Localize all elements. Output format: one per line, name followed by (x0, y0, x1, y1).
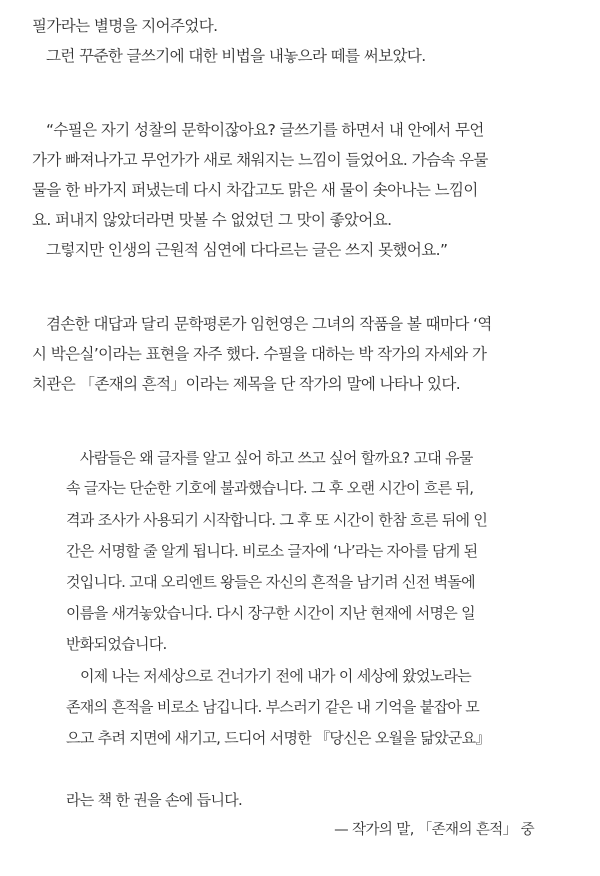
excerpt-line: 사람들은 왜 글자를 알고 싶어 하고 쓰고 싶어 할까요? 고대 유물 (80, 449, 473, 467)
interview-quote-line: 가가 빠져나가고 무언가가 새로 채워지는 느낌이 들었어요. 가슴속 우물 (32, 151, 488, 169)
interview-quote-line: “수필은 자기 성찰의 문학이잖아요? 글쓰기를 하면서 내 안에서 무언 (46, 121, 484, 139)
commentary-line: 겸손한 대답과 달리 문학평론가 임헌영은 그녀의 작품을 볼 때마다 ‘역 (46, 315, 492, 333)
excerpt-line: 격과 조사가 사용되기 시작합니다. 그 후 또 시간이 한참 흐른 뒤에 인 (66, 511, 488, 529)
excerpt-line: 것입니다. 고대 오리엔트 왕들은 자신의 흔적을 남기려 신전 벽돌에 (66, 573, 475, 591)
interview-quote-line: 요. 퍼내지 않았더라면 맛볼 수 없었던 그 맛이 좋았어요. (32, 211, 392, 229)
excerpt-line: 존재의 흔적을 비로소 남깁니다. 부스러기 같은 내 기억을 붙잡아 모 (66, 698, 480, 716)
excerpt-line: 간은 서명할 줄 알게 됩니다. 비로소 글자에 ‘나’라는 자아를 담게 된 (66, 542, 478, 560)
interview-quote-line: 그렇지만 인생의 근원적 심연에 다다르는 글은 쓰지 못했어요.” (46, 241, 448, 259)
commentary-line: 치관은 「존재의 흔적」이라는 제목을 단 작가의 말에 나타나 있다. (32, 375, 461, 393)
excerpt-line: 속 글자는 단순한 기호에 불과했습니다. 그 후 오랜 시간이 흐른 뒤, (66, 479, 474, 497)
excerpt-line: 이름을 새겨놓았습니다. 다시 장구한 시간이 지난 현재에 서명은 일 (66, 604, 475, 622)
excerpt-line: 라는 책 한 권을 손에 듭니다. (66, 791, 243, 809)
intro-line: 필가라는 별명을 지어주었다. (32, 17, 218, 35)
excerpt-line: 이제 나는 저세상으로 건너가기 전에 내가 이 세상에 왔었노라는 (80, 667, 472, 685)
intro-line: 그런 꾸준한 글쓰기에 대한 비법을 내놓으라 떼를 써보았다. (46, 47, 426, 65)
excerpt-line: 으고 추려 지면에 새기고, 드디어 서명한 『당신은 오월을 닮았군요』 (66, 729, 490, 747)
excerpt-attribution: — 작가의 말, 「존재의 흔적」 중 (334, 822, 534, 838)
commentary-line: 시 박은실’이라는 표현을 자주 했다. 수필을 대하는 박 작가의 자세와 가 (32, 345, 487, 363)
interview-quote-line: 물을 한 바가지 퍼냈는데 다시 차갑고도 맑은 새 물이 솟아나는 느낌이 (32, 181, 478, 199)
excerpt-line: 반화되었습니다. (66, 635, 167, 653)
